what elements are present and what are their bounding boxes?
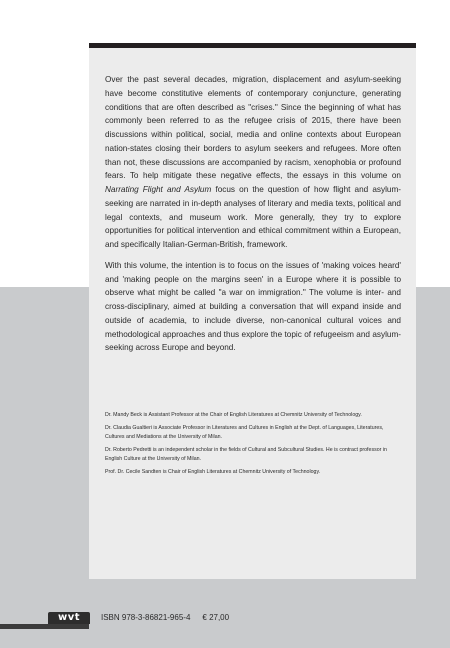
isbn: ISBN 978-3-86821-965-4 <box>101 613 191 622</box>
footer-rule <box>0 624 89 629</box>
blurb-text-after-title: focus on the question of how flight and asylum-seeking are narrated in in-depth analyses of literary and media texts, political and legal contexts, and museum work. More generally, they try to explore opportunities for political intervention and ethical commitment within a European, and specifically Italian-German-British, framework. <box>105 185 402 249</box>
price: € 27,00 <box>202 613 230 622</box>
isbn-price-line <box>101 612 229 624</box>
blurb-text-before-title: Over the past several decades, migration, displacement and asylum-seeking have become constitutive elements of contemporary conjuncture, generating conditions that are often described as "crises." Since the beginning of what has commonly been referred to as the refugee crisis of 2015, there have been discussions within political, social, media and online contexts about European nation-states closing their borders to asylum seekers and refugees. More often than not, these discussions are accompanied by racism, xenophobia or profound fears. To help mitigate these negative effects, the essays in this volume on <box>105 75 401 181</box>
bio-claudia-gualtieri: Dr. Claudia Gualtieri is Associate Professor in Literatures and Cultures in English at the Dept. of Languages, Literatures, Cultures and Mediations at the University of Milan. <box>105 425 384 440</box>
editor-bios <box>105 411 403 481</box>
book-title: Narrating Flight and Asylum <box>105 185 212 194</box>
blurb-paragraph-2: With this volume, the intention is to focus on the issues of 'making voices heard' and 'making people on the margins seen' in a Europe where it is possible to observe what might be called "a war on immigration." The volume is inter- and cross-disciplinary, aimed at building a conversation that will expand inside and outside of academia, to include diverse, non-canonical cultural voices and methodological approaches and thus explore the topic of refugeeism and asylum-seeking across Europe and beyond. <box>105 260 401 353</box>
panel-top-rule <box>89 43 416 48</box>
bio-roberto-pedretti: Dr. Roberto Pedretti is an independent scholar in the fields of Cultural and Subcultural Studies. He is contract professor in English Culture at the University of Milan. <box>105 447 387 462</box>
blurb <box>105 73 401 355</box>
text-panel <box>89 43 416 579</box>
bio-mandy-beck: Dr. Mandy Beck is Assistant Professor at the Chair of English Literatures at Chemnitz University of Technology. <box>105 412 362 418</box>
blurb-paragraph-1 <box>105 73 401 252</box>
publisher-logo: wvt <box>48 612 90 624</box>
bio-cecile-sandten: Prof. Dr. Cecile Sandten is Chair of English Literatures at Chemnitz University of Technology. <box>105 469 321 476</box>
